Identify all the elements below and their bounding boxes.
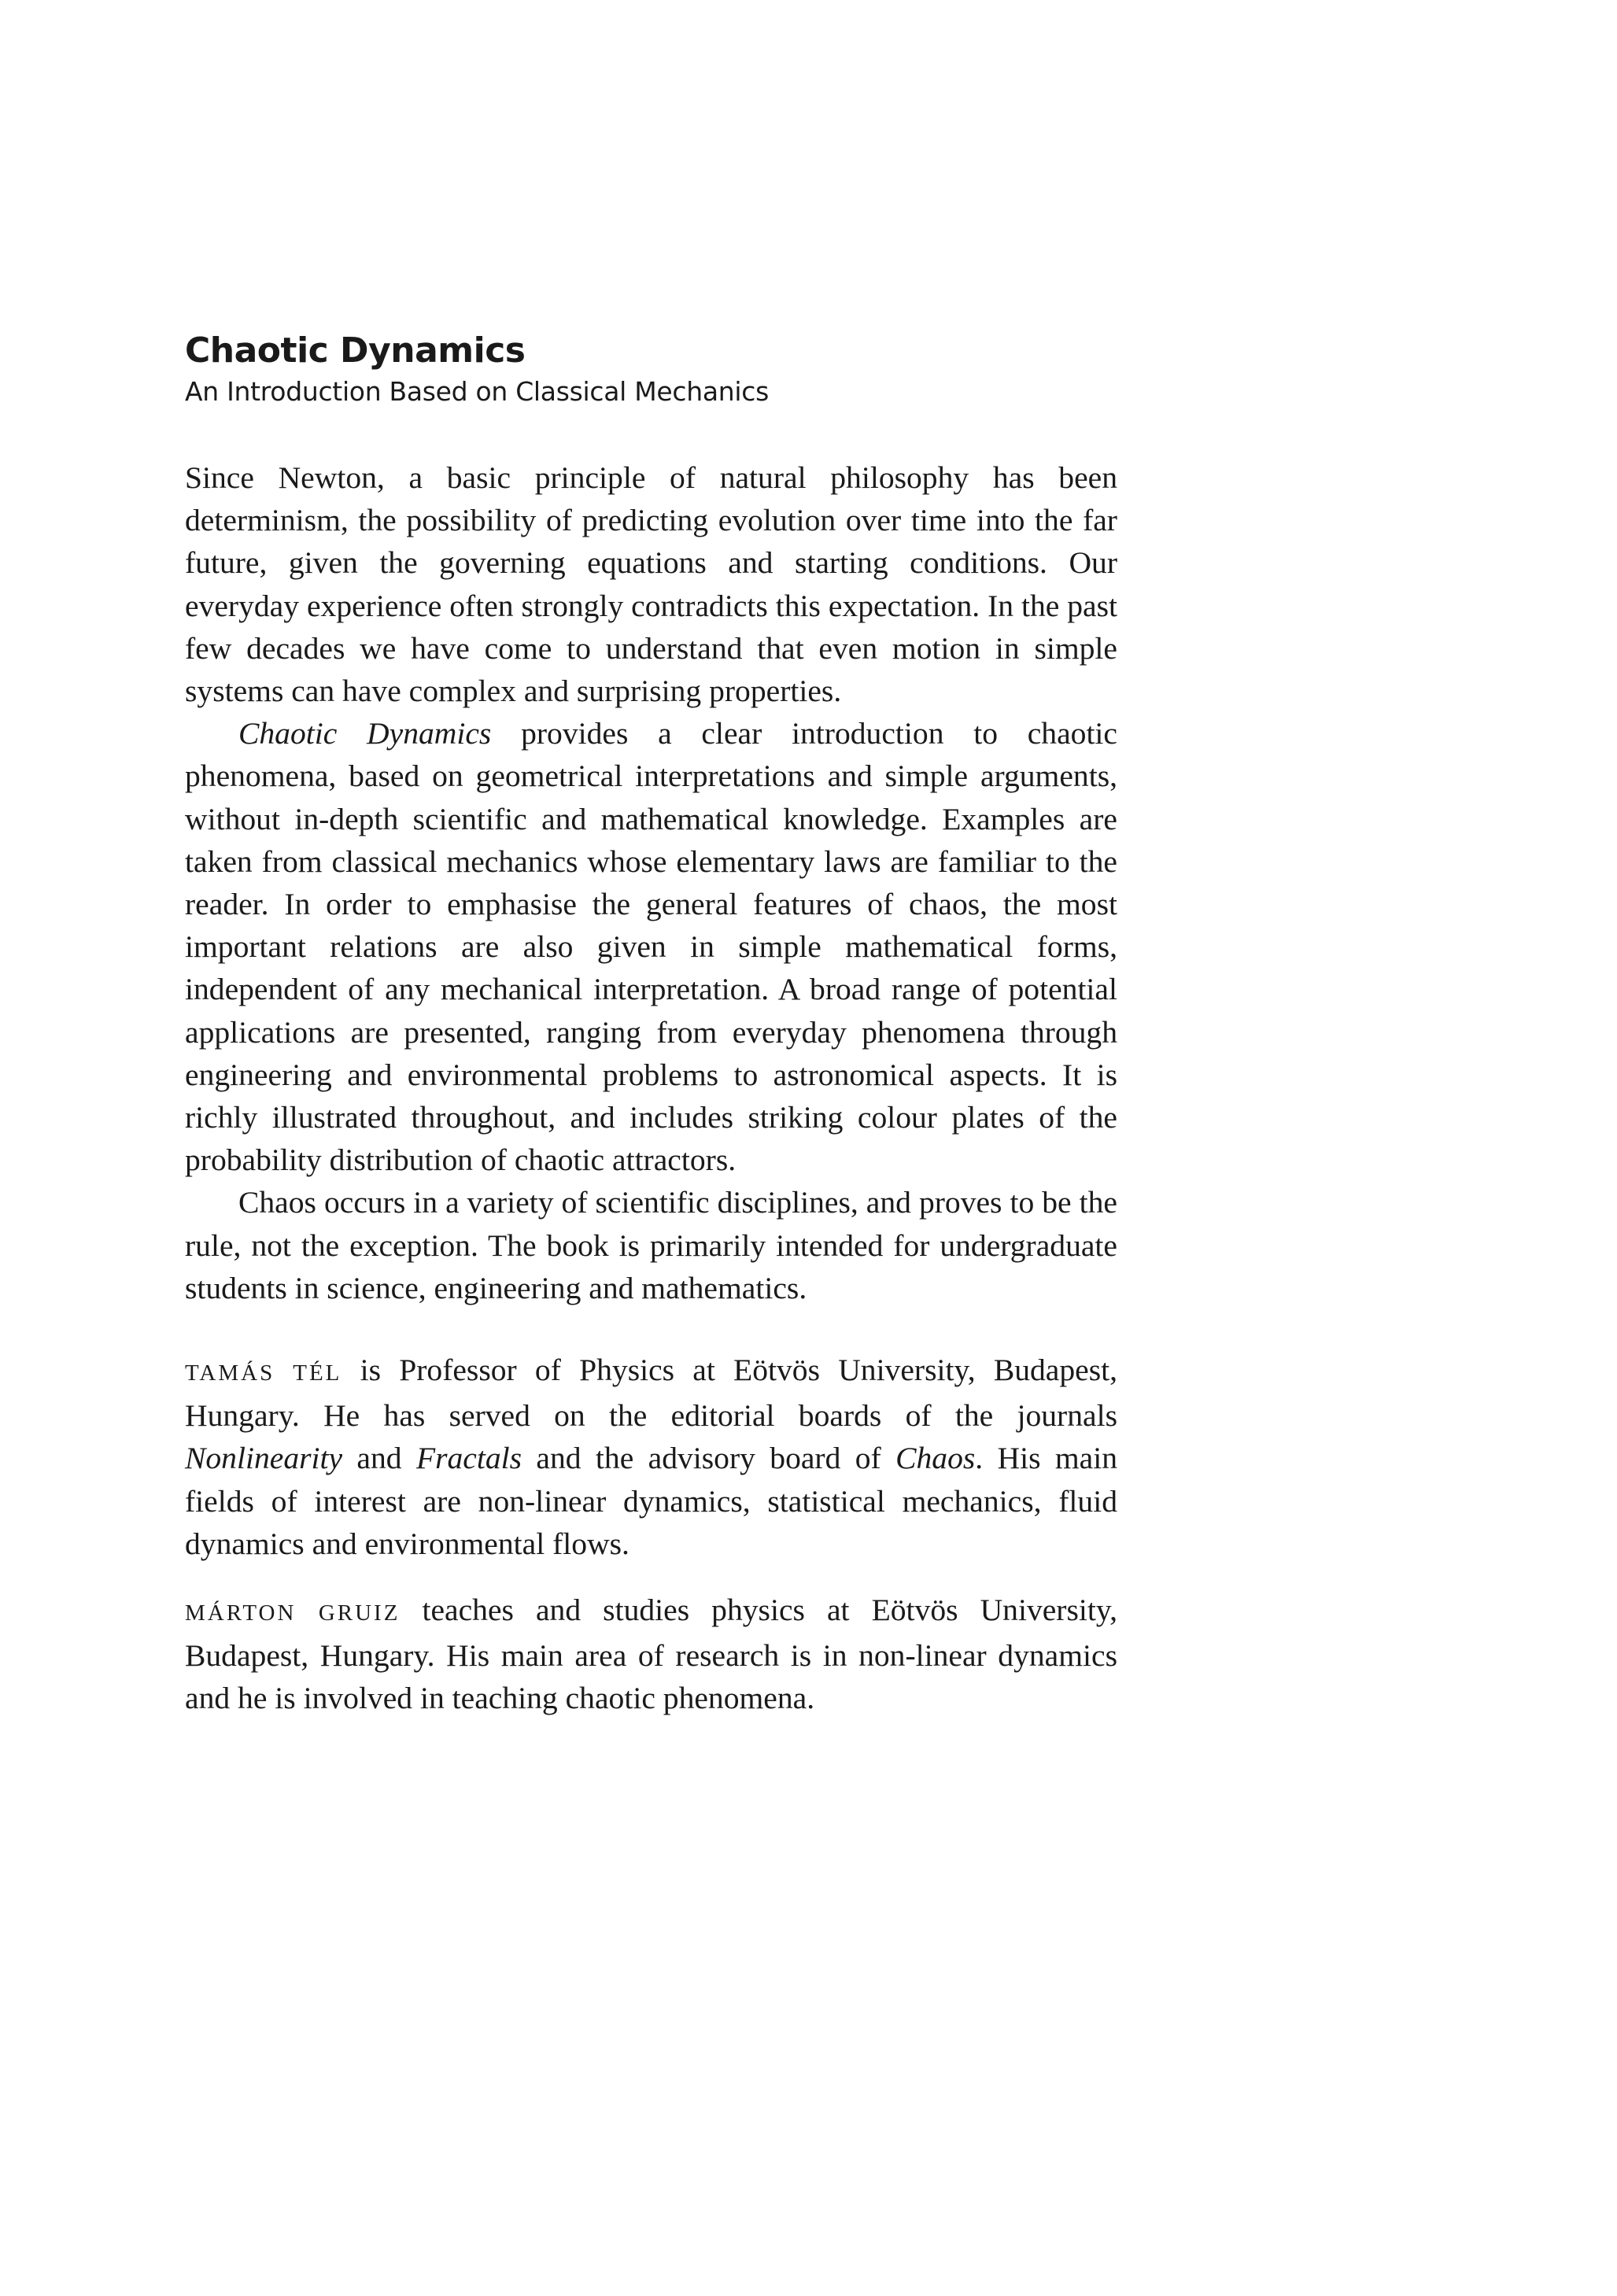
description-paragraph-1: Since Newton, a basic principle of natural philosophy has been determinism, the possibility of predicting evolution over time into the far future, given the governing equations and starting conditions. Our everyday experience often strongly contradicts this expectation. In the past few decades we have come to understand that even motion in simple systems can have complex and surprising properties. xyxy=(185,460,1117,709)
author-name: TAMÁS TÉL xyxy=(185,1360,342,1386)
description-paragraph-3: Chaos occurs in a variety of scientific disciplines, and proves to be the rule, not the exception. The book is primarily intended for undergraduate students in science, engineering and mathematics. xyxy=(185,1185,1117,1305)
journal-name: Chaos xyxy=(895,1441,976,1476)
author-name: MÁRTON GRUIZ xyxy=(185,1600,401,1626)
book-title-italic: Chaotic Dynamics xyxy=(238,716,492,751)
description-block xyxy=(185,456,1117,1309)
description-paragraph-2-text: provides a clear introduction to chaotic phenomena, based on geometrical interpretations and simple arguments, without in-depth scientific and mathematical knowledge. Examples are taken from classical mechanics whose elementary laws are familiar to the reader. In order to emphasise the general features of chaos, the most important relations are also given in simple mathematical forms, independent of any mechanical interpretation. A broad range of potential applications are presented, ranging from everyday phenomena through engineering and environmental problems to astronomical aspects. It is richly illustrated throughout, and includes striking colour plates of the probability distribution of chaotic attractors. xyxy=(185,716,1117,1178)
author-bios xyxy=(185,1349,1117,1720)
author-bio-text: and the advisory board of xyxy=(522,1441,896,1476)
book-description-page xyxy=(185,329,1117,1744)
journal-name: Fractals xyxy=(415,1441,522,1476)
book-title: Chaotic Dynamics xyxy=(185,330,526,371)
author-bio-text: teaches and studies physics at Eötvös University, Budapest, Hungary. His main area of research is in non-linear dynamics and he is involved in teaching chaotic phenomena. xyxy=(185,1593,1117,1716)
author-bio-gruiz xyxy=(185,1589,1117,1720)
author-bio-tel xyxy=(185,1349,1117,1565)
book-subtitle: An Introduction Based on Classical Mechanics xyxy=(185,376,769,407)
author-bio-text: is Professor of Physics at Eötvös University, Budapest, Hungary. He has served on the editorial boards of the journals xyxy=(185,1353,1118,1434)
author-bio-text: . His main fields of interest are non-linear dynamics, statistical mechanics, fluid dynamics and environmental flows. xyxy=(185,1441,1117,1561)
description-paragraph-2 xyxy=(185,712,1117,1181)
author-bio-text: and xyxy=(342,1441,416,1476)
journal-name: Nonlinearity xyxy=(185,1441,343,1476)
